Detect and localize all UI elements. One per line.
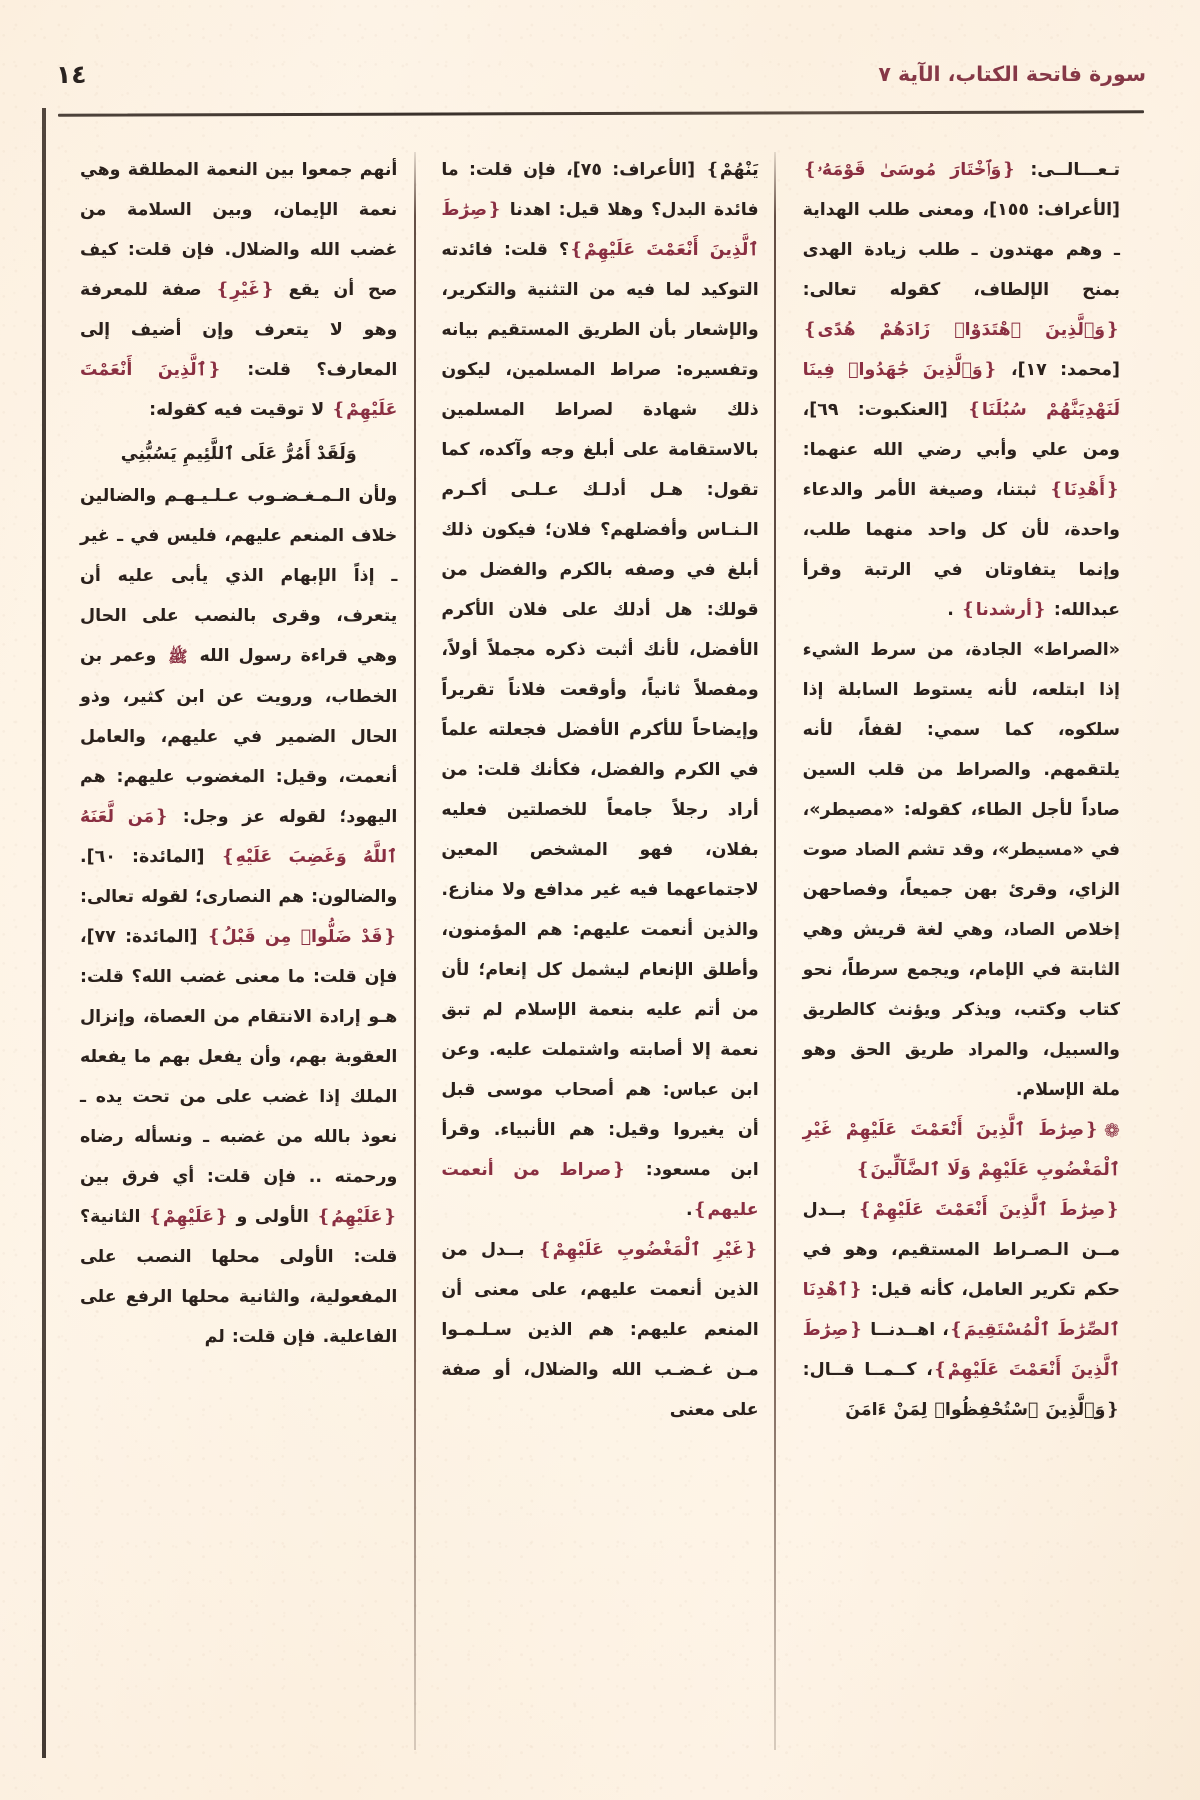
quran-quote: ❴مَن لَّعَنَهُ ٱللَّهُ وَغَضِبَ عَلَيْهِ❵ <box>80 807 398 867</box>
flower-ornament-icon: ❁ <box>1103 1120 1120 1142</box>
paragraph: أنهم جمعوا بين النعمة المطلقة وهي نعمة الإيمان، وبين السلامة من غضب الله والضلال. فإن قلت: كيف صح أن يقع ❴غَيْرِ❵ صفة للمعرفة وهو لا يتعرف وإن أضيف إلى المعارف؟ قلت: ❴ٱلَّذِينَ أَنْعَمْتَ عَلَيْهِمْ❵ لا توقيت فيه كقوله: <box>80 160 398 420</box>
paragraph: ❴غَيْرِ ٱلْمَغْضُوبِ عَلَيْهِمْ❵ بــدل من الذين أنعمت عليهم، على معنى أن المنعم عليهم: هم الذين سـلـمـوا مـن غـضـب الله والضلال، أو صفة على معنى <box>441 1240 759 1420</box>
column-left <box>58 150 419 1760</box>
paragraph: تـعـــالــى: ❴وَٱخْتَارَ مُوسَىٰ قَوْمَهُۥ❵ [الأعراف: ١٥٥]، ومعنى طلب الهداية ـ وهم مهتدون ـ طلب زيادة الهدى بمنح الإلطاف، كقوله تعالى: ❴وَٱلَّذِينَ ٱهْتَدَوْا۟ زَادَهُمْ هُدًى❵ [محمد: ١٧]، ❴وَٱلَّذِينَ جَٰهَدُوا۟ فِينَا لَنَهْدِيَنَّهُمْ سُبُلَنَا❵ [العنكبوت: ٦٩]، ومن علي وأبي رضي الله عنهما: ❴أَهْدِنَا❵ ثبتنا، وصيغة الأمر والدعاء واحدة، لأن كل واحد منهما طلب، وإنما يتفاوتان في الرتبة وقرأ عبدالله: ❴أرشدنا❵ . <box>802 160 1120 620</box>
quran-quote: ❴وَٱخْتَارَ مُوسَىٰ قَوْمَهُۥ❵ <box>802 160 1017 180</box>
quran-quote <box>803 1120 1120 1180</box>
quran-quote: ❴صِرَٰطَ ٱلَّذِينَ أَنْعَمْتَ عَلَيْهِمْ❵ <box>857 1200 1120 1220</box>
quran-quote: ❴وَٱلَّذِينَ جَٰهَدُوا۟ فِينَا لَنَهْدِيَنَّهُمْ سُبُلَنَا❵ <box>802 360 1120 420</box>
salawat-glyph-icon: ﷺ <box>168 647 188 666</box>
source-reference: [الأعراف: ١٥٥] <box>989 200 1120 220</box>
quran-quote: ❴صِرَٰطَ ٱلَّذِينَ أَنْعَمْتَ عَلَيْهِمْ❵ <box>802 1320 1120 1380</box>
source-reference: [الأعراف: ٧٥] <box>572 160 696 180</box>
source-reference: [المائدة: ٧٧] <box>86 927 198 947</box>
quran-quote: ❴ٱهْدِنَا ٱلصِّرَٰطَ ٱلْمُسْتَقِيمَ❵ <box>802 1280 1120 1340</box>
text-columns <box>58 150 1142 1760</box>
quran-quote: ❴ٱلَّذِينَ أَنْعَمْتَ عَلَيْهِمْ❵ <box>80 360 398 420</box>
column-right <box>781 150 1142 1760</box>
source-reference: [العنكبوت: ٦٩] <box>809 400 948 420</box>
margin-rule <box>42 108 46 1758</box>
page-header <box>48 62 1152 114</box>
running-title: سورة فاتحة الكتاب، الآية ٧ <box>878 62 1146 86</box>
quran-quote: ❴غَيْرِ❵ <box>215 280 275 300</box>
quran-quote: ❴غَيْرِ ٱلْمَغْضُوبِ عَلَيْهِمْ❵ <box>537 1240 759 1260</box>
quran-quote: ❴أَهْدِنَا❵ <box>1049 480 1120 500</box>
quran-quote: ❴صراط من أنعمت عليهم❵ <box>441 1160 759 1220</box>
quran-quote: ❴صِرَٰطَ ٱلَّذِينَ أَنْعَمْتَ عَلَيْهِمْ❵ <box>441 200 759 260</box>
source-reference: [المائدة: ٦٠] <box>86 847 205 867</box>
paragraph: «الصراط» الجادة، من سرط الشيء إذا ابتلعه، لأنه يستوط السابلة إذا سلكوه، كما سمي: لقفاً، لأنه يلتقمهم. والصراط من قلب السين صاداً لأجل الطاء، كقوله: «مصيطر»، في «مسيطر»، وقد تشم الصاد صوت الزاي، وقرئ بهن جميعاً، وفصاحهن إخلاص الصاد، وهي لغة قريش وهي الثابتة في الإمام، ويجمع سرطاً، نحو كتاب وكتب، ويذكر ويؤنث كالطريق والسبيل، والمراد طريق الحق وهو ملة الإسلام. <box>802 640 1120 1100</box>
quran-quote: ❴عَلَيْهِمْ❵ <box>147 1207 229 1227</box>
paragraph: ❴صِرَٰطَ ٱلَّذِينَ أَنْعَمْتَ عَلَيْهِمْ❵ بــدل مــن الـصـراط المستقيم، وهو في حكم تكرير العامل، كأنه قيل: ❴ٱهْدِنَا ٱلصِّرَٰطَ ٱلْمُسْتَقِيمَ❵، اهــدنــا ❴صِرَٰطَ ٱلَّذِينَ أَنْعَمْتَ عَلَيْهِمْ❵، كــمــا قــال: ❴وَٱلَّذِينَ ٱسْتُحْفِظُوا۟ لِمَنْ ءَامَنَ <box>802 1200 1120 1420</box>
paragraph: يَنْهُمْ❵ [الأعراف: ٧٥]، فإن قلت: ما فائدة البدل؟ وهلا قيل: اهدنا ❴صِرَٰطَ ٱلَّذِينَ أَنْعَمْتَ عَلَيْهِمْ❵؟ قلت: فائدته التوكيد لما فيه من التثنية والتكرير، والإشعار بأن الطريق المستقيم بيانه وتفسيره: صراط المسلمين، ليكون ذلك شهادة لصراط المسلمين بالاستقامة على أبلغ وجه وآكده، كما تقول: هـل أدلـك عـلـى أكـرم الـنـاس وأفضلهم؟ فلان؛ فيكون ذلك أبلغ في وصفه بالكرم والفضل من قولك: هل أدلك على فلان الأكرم الأفضل، لأنك أثبت ذكره مجملاً أولاً، ومفصلاً ثانياً، وأوقعت فلاناً تقريراً وإيضاحاً للأكرم الأفضل فجعلته علماً في الكرم والفضل، فكأنك قلت: من أراد رجلاً جامعاً للخصلتين فعليه بفلان، فهو المشخص المعين لاجتماعهما فيه غير مدافع ولا منازع. والذين أنعمت عليهم: هم المؤمنون، وأطلق الإنعام ليشمل كل إنعام؛ لأن من أتم عليه بنعمة الإسلام لم تبق نعمة إلا أصابته واشتملت عليه. وعن ابن عباس: هم أصحاب موسى قبل أن يغيروا وقيل: هم الأنبياء. وقرأ ابن مسعود: ❴صراط من أنعمت عليهم❵. <box>441 160 759 1220</box>
quran-quote: ❴وَٱلَّذِينَ ٱهْتَدَوْا۟ زَادَهُمْ هُدًى❵ <box>802 320 1120 340</box>
quran-quote: ❴أرشدنا❵ <box>960 600 1047 620</box>
paragraph-with-flower-marker <box>803 1110 1120 1190</box>
column-middle <box>419 150 780 1760</box>
quran-quote: ❴عَلَيْهِمُ❵ <box>316 1207 398 1227</box>
source-reference: [محمد: ١٧] <box>1017 360 1120 380</box>
header-rule <box>58 110 1144 116</box>
page-number: ١٤ <box>56 60 87 89</box>
poetry-line: وَلَقَدْ أَمُرُّ عَلَى ٱللَّئِيمِ يَسُبُّنِي <box>120 444 357 464</box>
quran-quote: ❴قَدْ ضَلُّوا۟ مِن قَبْلُ❵ <box>206 927 398 947</box>
quran-quote: ❴صِرَٰطَ ٱلَّذِينَ أَنْعَمْتَ عَلَيْهِمْ غَيْرِ ٱلْمَغْضُوبِ عَلَيْهِمْ وَلَا ٱلضَّآلِّينَ❵ <box>802 1120 1120 1180</box>
paragraph: ولأن الـمـغـضـوب عـلـيـهـم والضالين خلاف المنعم عليهم، فليس في ـ غير ـ إذاً الإبهام الذي يأبى عليه أن يتعرف، وقرى بالنصب على الحال وهي قراءة رسول الله ﷺ وعمر بن الخطاب، ورويت عن ابن كثير، وذو الحال الضمير في عليهم، والعامل أنعمت، وقيل: المغضوب عليهم: هم اليهود؛ لقوله عز وجل: ❴مَن لَّعَنَهُ ٱللَّهُ وَغَضِبَ عَلَيْهِ❵ [المائدة: ٦٠]. والضالون: هم النصارى؛ لقوله تعالى: ❴قَدْ ضَلُّوا۟ مِن قَبْلُ❵ [المائدة: ٧٧]، فإن قلت: ما معنى غضب الله؟ قلت: هـو إرادة الانتقام من العصاة، وإنزال العقوبة بهم، وأن يفعل بهم ما يفعله الملك إذا غضب على من تحت يده ـ نعوذ بالله من غضبه ـ ونسأله رضاه ورحمته .. فإن قلت: أي فرق بين ❴عَلَيْهِمُ❵ الأولى و ❴عَلَيْهِمْ❵ الثانية؟ قلت: الأولى محلها النصب على المفعولية، والثانية محلها الرفع على الفاعلية. فإن قلت: لم <box>80 486 398 1347</box>
